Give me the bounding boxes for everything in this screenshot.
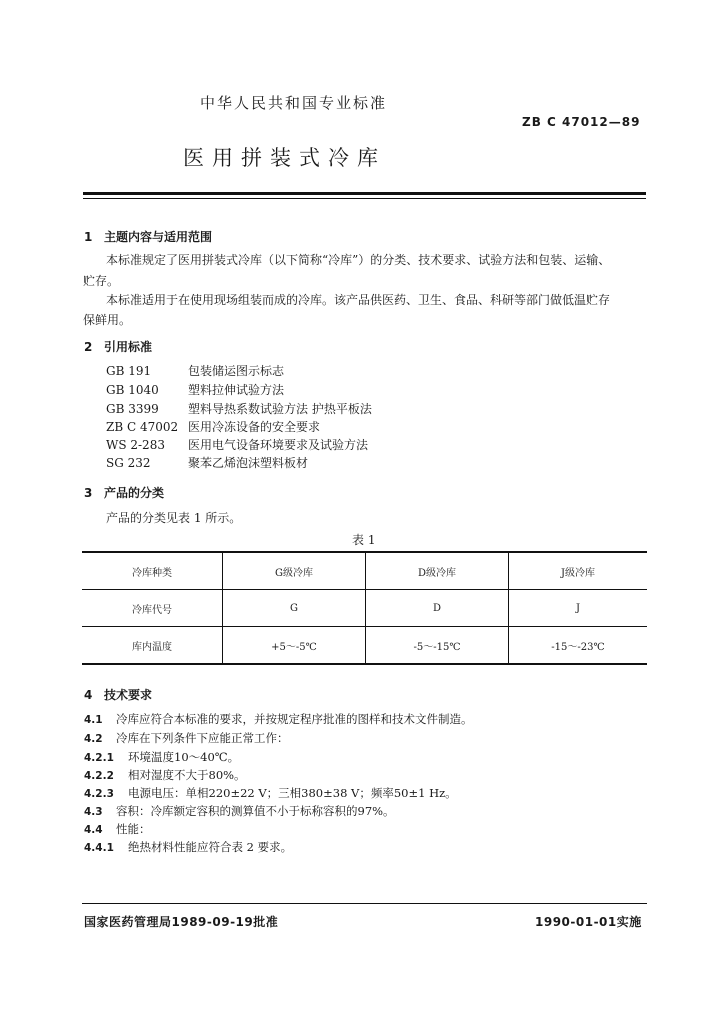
section-2-heading: 2 引用标准 bbox=[84, 340, 153, 354]
section-1-paragraph-2-line-1: 本标准适用于在使用现场组装而成的冷库。该产品供医药、卫生、食品、科研等部门做低温贮存 bbox=[106, 293, 611, 307]
issuer-heading: 中华人民共和国专业标准 bbox=[200, 94, 388, 112]
document-title: 医用拼装式冷库 bbox=[183, 146, 386, 170]
requirement-item: 4.3 容积：冷库额定容积的测算值不小于标称容积的97%。 bbox=[84, 804, 395, 818]
header-rule-thin bbox=[83, 198, 646, 199]
table-cell: 冷库种类 bbox=[82, 552, 223, 590]
table-cell: G bbox=[223, 590, 366, 627]
section-3-text: 产品的分类见表 1 所示。 bbox=[106, 511, 242, 525]
table-cell: J bbox=[509, 590, 648, 627]
header-rule-thick bbox=[83, 192, 646, 195]
requirement-item: 4.1 冷库应符合本标准的要求，并按规定程序批准的图样和技术文件制造。 bbox=[84, 712, 473, 726]
reference-item: ZB C 47002 医用冷冻设备的安全要求 bbox=[106, 420, 321, 434]
effective-date: 1990-01-01实施 bbox=[535, 915, 642, 929]
table-cell: 冷库代号 bbox=[82, 590, 223, 627]
table-1-caption: 表 1 bbox=[352, 533, 376, 547]
requirement-item: 4.2 冷库在下列条件下应能正常工作： bbox=[84, 731, 289, 745]
reference-item: SG 232 聚苯乙烯泡沫塑料板材 bbox=[106, 456, 309, 470]
table-cell: G级冷库 bbox=[223, 552, 366, 590]
section-4-heading: 4 技术要求 bbox=[84, 688, 153, 702]
table-cell: J级冷库 bbox=[509, 552, 648, 590]
section-3-heading: 3 产品的分类 bbox=[84, 486, 165, 500]
reference-item: WS 2-283 医用电气设备环境要求及试验方法 bbox=[106, 438, 369, 452]
reference-item: GB 191 包装储运图示标志 bbox=[106, 364, 285, 378]
section-1-paragraph-1-line-1: 本标准规定了医用拼装式冷库（以下简称“冷库”）的分类、技术要求、试验方法和包装、运输、 bbox=[106, 253, 611, 267]
table-cell: -5～-15℃ bbox=[366, 627, 509, 665]
requirement-item: 4.2.2 相对湿度不大于80%。 bbox=[84, 768, 246, 782]
table-cell: D bbox=[366, 590, 509, 627]
approval-date: 国家医药管理局1989-09-19批准 bbox=[84, 915, 279, 929]
table-cell: D级冷库 bbox=[366, 552, 509, 590]
section-1-paragraph-2-line-2: 保鲜用。 bbox=[83, 313, 132, 327]
table-row bbox=[82, 627, 647, 665]
table-row bbox=[82, 590, 647, 627]
classification-table bbox=[82, 551, 647, 665]
requirement-item: 4.2.1 环境温度10～40℃。 bbox=[84, 750, 240, 764]
table-row bbox=[82, 552, 647, 590]
requirement-item: 4.4 性能： bbox=[84, 822, 151, 836]
requirement-item: 4.4.1 绝热材料性能应符合表 2 要求。 bbox=[84, 840, 293, 854]
table-cell: 库内温度 bbox=[82, 627, 223, 665]
table-cell: +5～-5℃ bbox=[223, 627, 366, 665]
reference-item: GB 1040 塑料拉伸试验方法 bbox=[106, 383, 285, 397]
requirement-item: 4.2.3 电源电压：单相220±22 V；三相380±38 V；频率50±1 Hz。 bbox=[84, 786, 457, 800]
reference-item: GB 3399 塑料导热系数试验方法 护热平板法 bbox=[106, 402, 372, 416]
footer-rule bbox=[82, 903, 647, 904]
table-cell: -15～-23℃ bbox=[509, 627, 648, 665]
standard-code: ZB C 47012—89 bbox=[522, 115, 641, 129]
section-1-paragraph-1-line-2: 贮存。 bbox=[83, 274, 120, 288]
section-1-heading: 1 主题内容与适用范围 bbox=[84, 230, 213, 244]
